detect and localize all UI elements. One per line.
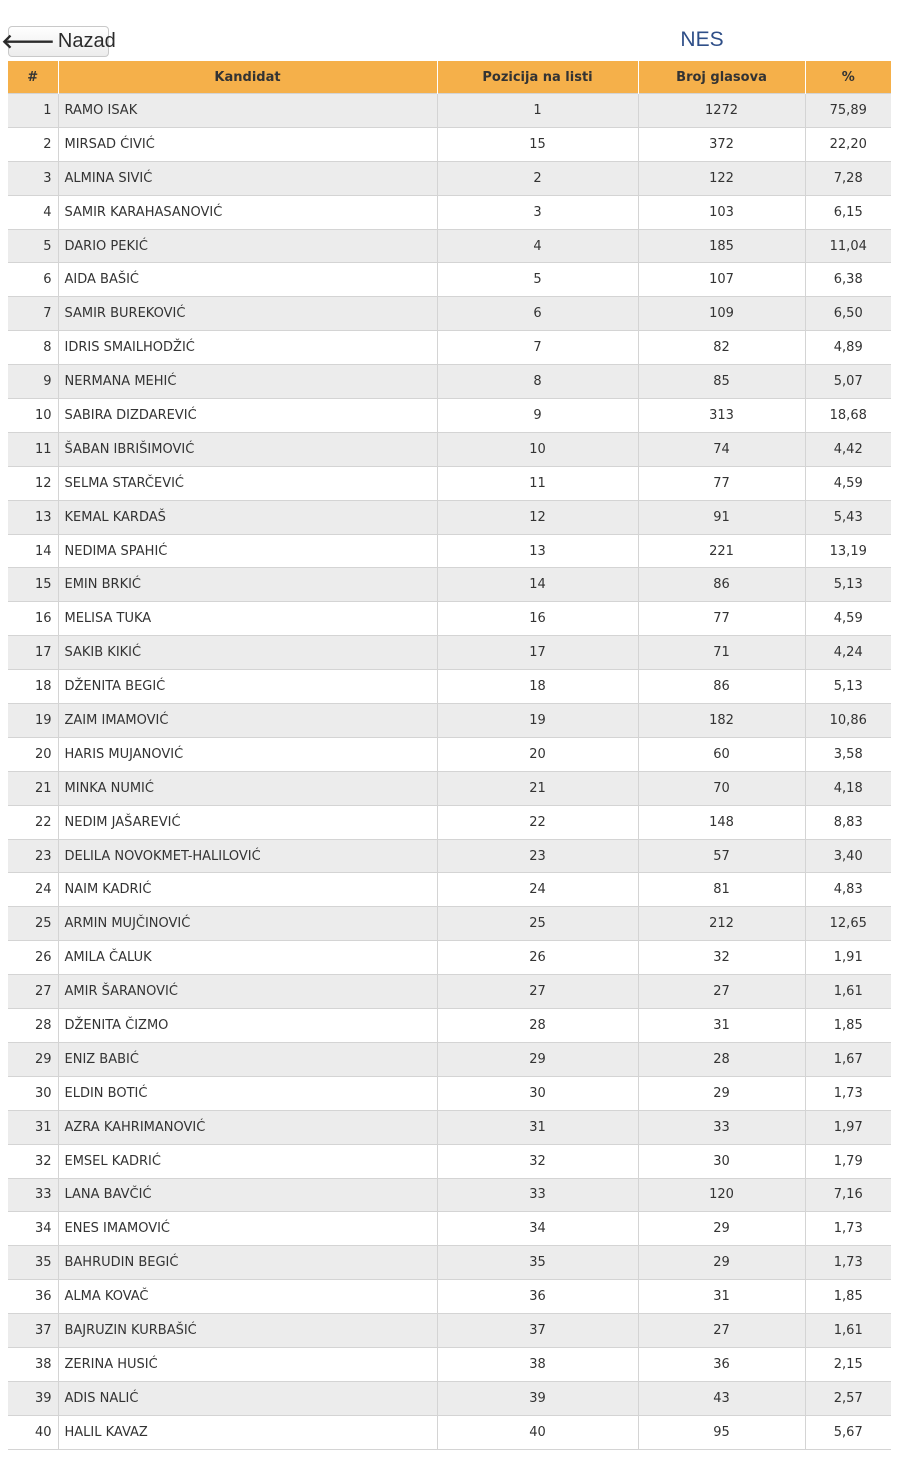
- table-row: [8, 1381, 891, 1415]
- cell-votes: 86: [638, 670, 805, 704]
- cell-candidate-name: ADIS NALIĆ: [58, 1381, 437, 1415]
- cell-candidate-name: DELILA NOVOKMET-HALILOVIĆ: [58, 839, 437, 873]
- cell-list-position: 27: [437, 975, 638, 1009]
- cell-percent: 1,73: [805, 1246, 891, 1280]
- cell-percent: 10,86: [805, 704, 891, 738]
- cell-percent: 13,19: [805, 534, 891, 568]
- cell-percent: 8,83: [805, 805, 891, 839]
- cell-list-position: 30: [437, 1076, 638, 1110]
- cell-votes: 29: [638, 1076, 805, 1110]
- cell-candidate-name: KEMAL KARDAŠ: [58, 500, 437, 534]
- table-row: [8, 1009, 891, 1043]
- cell-percent: 1,67: [805, 1042, 891, 1076]
- cell-candidate-name: LANA BAVČIĆ: [58, 1178, 437, 1212]
- cell-candidate-name: SELMA STARČEVIĆ: [58, 466, 437, 500]
- cell-candidate-name: RAMO ISAK: [58, 94, 437, 128]
- cell-percent: 1,85: [805, 1280, 891, 1314]
- cell-votes: 27: [638, 975, 805, 1009]
- cell-percent: 22,20: [805, 127, 891, 161]
- cell-candidate-name: DŽENITA ČIZMO: [58, 1009, 437, 1043]
- cell-candidate-name: MELISA TUKA: [58, 602, 437, 636]
- cell-votes: 77: [638, 466, 805, 500]
- cell-list-position: 21: [437, 771, 638, 805]
- table-row: [8, 195, 891, 229]
- cell-rank: 22: [8, 805, 58, 839]
- cell-percent: 2,57: [805, 1381, 891, 1415]
- cell-rank: 19: [8, 704, 58, 738]
- cell-rank: 13: [8, 500, 58, 534]
- cell-votes: 30: [638, 1144, 805, 1178]
- cell-votes: 212: [638, 907, 805, 941]
- cell-list-position: 11: [437, 466, 638, 500]
- cell-candidate-name: MIRSAD ĆIVIĆ: [58, 127, 437, 161]
- cell-list-position: 6: [437, 297, 638, 331]
- cell-candidate-name: ZERINA HUSIĆ: [58, 1347, 437, 1381]
- cell-list-position: 25: [437, 907, 638, 941]
- cell-percent: 4,24: [805, 636, 891, 670]
- table-row: [8, 263, 891, 297]
- cell-votes: 182: [638, 704, 805, 738]
- cell-list-position: 16: [437, 602, 638, 636]
- cell-list-position: 35: [437, 1246, 638, 1280]
- cell-list-position: 5: [437, 263, 638, 297]
- cell-votes: 71: [638, 636, 805, 670]
- cell-list-position: 13: [437, 534, 638, 568]
- cell-rank: 35: [8, 1246, 58, 1280]
- cell-votes: 81: [638, 873, 805, 907]
- table-row: [8, 365, 891, 399]
- table-row: [8, 602, 891, 636]
- cell-candidate-name: ŠABAN IBRIŠIMOVIĆ: [58, 432, 437, 466]
- cell-rank: 12: [8, 466, 58, 500]
- table-row: [8, 1144, 891, 1178]
- table-row: [8, 297, 891, 331]
- column-header-percent[interactable]: %: [805, 61, 891, 94]
- cell-candidate-name: BAHRUDIN BEGIĆ: [58, 1246, 437, 1280]
- table-row: [8, 1110, 891, 1144]
- cell-votes: 60: [638, 737, 805, 771]
- cell-list-position: 37: [437, 1314, 638, 1348]
- cell-rank: 34: [8, 1212, 58, 1246]
- cell-candidate-name: IDRIS SMAILHODŽIĆ: [58, 331, 437, 365]
- cell-votes: 185: [638, 229, 805, 263]
- cell-rank: 29: [8, 1042, 58, 1076]
- cell-percent: 5,13: [805, 568, 891, 602]
- cell-percent: 4,89: [805, 331, 891, 365]
- cell-votes: 85: [638, 365, 805, 399]
- table-row: [8, 1347, 891, 1381]
- cell-candidate-name: ENES IMAMOVIĆ: [58, 1212, 437, 1246]
- cell-votes: 29: [638, 1246, 805, 1280]
- cell-candidate-name: DARIO PEKIĆ: [58, 229, 437, 263]
- arrow-left-icon: 🡐: [1, 31, 55, 53]
- table-row: [8, 1076, 891, 1110]
- cell-rank: 2: [8, 127, 58, 161]
- cell-list-position: 12: [437, 500, 638, 534]
- cell-votes: 70: [638, 771, 805, 805]
- table-row: [8, 127, 891, 161]
- cell-list-position: 32: [437, 1144, 638, 1178]
- cell-candidate-name: NEDIM JAŠAREVIĆ: [58, 805, 437, 839]
- header-row: [8, 61, 891, 94]
- cell-rank: 6: [8, 263, 58, 297]
- cell-rank: 40: [8, 1415, 58, 1449]
- cell-percent: 3,40: [805, 839, 891, 873]
- table-row: [8, 331, 891, 365]
- table-row: [8, 1212, 891, 1246]
- cell-candidate-name: SAKIB KIKIĆ: [58, 636, 437, 670]
- table-row: [8, 534, 891, 568]
- cell-votes: 28: [638, 1042, 805, 1076]
- cell-candidate-name: HALIL KAVAZ: [58, 1415, 437, 1449]
- cell-percent: 4,59: [805, 602, 891, 636]
- cell-rank: 16: [8, 602, 58, 636]
- cell-votes: 33: [638, 1110, 805, 1144]
- cell-list-position: 18: [437, 670, 638, 704]
- cell-rank: 31: [8, 1110, 58, 1144]
- table-row: [8, 670, 891, 704]
- cell-votes: 103: [638, 195, 805, 229]
- cell-percent: 3,58: [805, 737, 891, 771]
- cell-rank: 25: [8, 907, 58, 941]
- cell-percent: 1,61: [805, 975, 891, 1009]
- cell-rank: 36: [8, 1280, 58, 1314]
- cell-list-position: 8: [437, 365, 638, 399]
- cell-list-position: 17: [437, 636, 638, 670]
- cell-rank: 21: [8, 771, 58, 805]
- cell-list-position: 23: [437, 839, 638, 873]
- table-row: [8, 771, 891, 805]
- cell-list-position: 38: [437, 1347, 638, 1381]
- cell-candidate-name: MINKA NUMIĆ: [58, 771, 437, 805]
- candidates-table: [8, 61, 891, 1450]
- cell-candidate-name: HARIS MUJANOVIĆ: [58, 737, 437, 771]
- table-row: [8, 399, 891, 433]
- cell-percent: 6,38: [805, 263, 891, 297]
- cell-list-position: 26: [437, 941, 638, 975]
- cell-votes: 31: [638, 1009, 805, 1043]
- table-row: [8, 94, 891, 128]
- cell-percent: 1,91: [805, 941, 891, 975]
- cell-rank: 37: [8, 1314, 58, 1348]
- cell-candidate-name: SAMIR BUREKOVIĆ: [58, 297, 437, 331]
- table-header: [8, 61, 891, 94]
- cell-list-position: 39: [437, 1381, 638, 1415]
- cell-candidate-name: AMILA ČALUK: [58, 941, 437, 975]
- table-row: [8, 907, 891, 941]
- cell-percent: 4,18: [805, 771, 891, 805]
- cell-percent: 11,04: [805, 229, 891, 263]
- cell-candidate-name: ENIZ BABIĆ: [58, 1042, 437, 1076]
- cell-candidate-name: EMSEL KADRIĆ: [58, 1144, 437, 1178]
- cell-votes: 82: [638, 331, 805, 365]
- cell-list-position: 31: [437, 1110, 638, 1144]
- cell-list-position: 10: [437, 432, 638, 466]
- cell-votes: 109: [638, 297, 805, 331]
- cell-percent: 5,13: [805, 670, 891, 704]
- cell-votes: 86: [638, 568, 805, 602]
- cell-votes: 313: [638, 399, 805, 433]
- party-title: NES: [680, 28, 724, 51]
- cell-rank: 24: [8, 873, 58, 907]
- table-row: [8, 1314, 891, 1348]
- cell-rank: 17: [8, 636, 58, 670]
- cell-votes: 31: [638, 1280, 805, 1314]
- cell-votes: 107: [638, 263, 805, 297]
- cell-rank: 5: [8, 229, 58, 263]
- cell-candidate-name: DŽENITA BEGIĆ: [58, 670, 437, 704]
- column-header-votes[interactable]: Broj glasova: [638, 61, 805, 94]
- cell-candidate-name: EMIN BRKIĆ: [58, 568, 437, 602]
- table-row: [8, 1178, 891, 1212]
- cell-percent: 5,67: [805, 1415, 891, 1449]
- cell-rank: 28: [8, 1009, 58, 1043]
- cell-rank: 4: [8, 195, 58, 229]
- cell-candidate-name: NEDIMA SPAHIĆ: [58, 534, 437, 568]
- cell-votes: 36: [638, 1347, 805, 1381]
- table-row: [8, 1415, 891, 1449]
- cell-votes: 221: [638, 534, 805, 568]
- cell-percent: 5,07: [805, 365, 891, 399]
- cell-list-position: 9: [437, 399, 638, 433]
- cell-list-position: 4: [437, 229, 638, 263]
- cell-rank: 9: [8, 365, 58, 399]
- cell-percent: 18,68: [805, 399, 891, 433]
- cell-percent: 1,61: [805, 1314, 891, 1348]
- cell-votes: 77: [638, 602, 805, 636]
- table-row: [8, 500, 891, 534]
- cell-rank: 30: [8, 1076, 58, 1110]
- cell-rank: 32: [8, 1144, 58, 1178]
- cell-list-position: 36: [437, 1280, 638, 1314]
- table-row: [8, 737, 891, 771]
- cell-votes: 27: [638, 1314, 805, 1348]
- table-row: [8, 161, 891, 195]
- cell-percent: 1,73: [805, 1076, 891, 1110]
- cell-votes: 57: [638, 839, 805, 873]
- cell-candidate-name: ZAIM IMAMOVIĆ: [58, 704, 437, 738]
- table-row: [8, 432, 891, 466]
- cell-candidate-name: ARMIN MUJČINOVIĆ: [58, 907, 437, 941]
- cell-percent: 4,83: [805, 873, 891, 907]
- cell-votes: 122: [638, 161, 805, 195]
- table-row: [8, 636, 891, 670]
- cell-votes: 91: [638, 500, 805, 534]
- cell-votes: 43: [638, 1381, 805, 1415]
- cell-list-position: 15: [437, 127, 638, 161]
- table-row: [8, 805, 891, 839]
- cell-percent: 6,50: [805, 297, 891, 331]
- cell-percent: 7,28: [805, 161, 891, 195]
- cell-candidate-name: NAIM KADRIĆ: [58, 873, 437, 907]
- top-bar: [0, 0, 900, 60]
- cell-rank: 14: [8, 534, 58, 568]
- cell-percent: 2,15: [805, 1347, 891, 1381]
- cell-votes: 74: [638, 432, 805, 466]
- cell-list-position: 2: [437, 161, 638, 195]
- cell-votes: 120: [638, 1178, 805, 1212]
- cell-rank: 26: [8, 941, 58, 975]
- cell-votes: 148: [638, 805, 805, 839]
- cell-candidate-name: AIDA BAŠIĆ: [58, 263, 437, 297]
- cell-candidate-name: ALMINA SIVIĆ: [58, 161, 437, 195]
- cell-votes: 372: [638, 127, 805, 161]
- back-button-label: Nazad: [57, 30, 116, 52]
- table-row: [8, 941, 891, 975]
- cell-votes: 95: [638, 1415, 805, 1449]
- back-button[interactable]: [1, 26, 116, 57]
- column-header-rank[interactable]: #: [8, 61, 58, 94]
- cell-candidate-name: ALMA KOVAČ: [58, 1280, 437, 1314]
- table-row: [8, 975, 891, 1009]
- cell-percent: 4,59: [805, 466, 891, 500]
- table-row: [8, 839, 891, 873]
- column-header-list-position[interactable]: Pozicija na listi: [437, 61, 638, 94]
- cell-percent: 7,16: [805, 1178, 891, 1212]
- cell-rank: 10: [8, 399, 58, 433]
- cell-rank: 20: [8, 737, 58, 771]
- cell-candidate-name: ELDIN BOTIĆ: [58, 1076, 437, 1110]
- cell-list-position: 14: [437, 568, 638, 602]
- cell-rank: 15: [8, 568, 58, 602]
- cell-candidate-name: BAJRUZIN KURBAŠIĆ: [58, 1314, 437, 1348]
- table-row: [8, 1042, 891, 1076]
- cell-list-position: 7: [437, 331, 638, 365]
- cell-rank: 39: [8, 1381, 58, 1415]
- cell-rank: 3: [8, 161, 58, 195]
- cell-votes: 1272: [638, 94, 805, 128]
- table-row: [8, 1280, 891, 1314]
- cell-list-position: 19: [437, 704, 638, 738]
- cell-candidate-name: AMIR ŠARANOVIĆ: [58, 975, 437, 1009]
- cell-list-position: 3: [437, 195, 638, 229]
- cell-votes: 29: [638, 1212, 805, 1246]
- cell-rank: 7: [8, 297, 58, 331]
- cell-rank: 1: [8, 94, 58, 128]
- cell-rank: 11: [8, 432, 58, 466]
- cell-percent: 1,85: [805, 1009, 891, 1043]
- cell-percent: 4,42: [805, 432, 891, 466]
- cell-rank: 27: [8, 975, 58, 1009]
- cell-list-position: 28: [437, 1009, 638, 1043]
- cell-candidate-name: AZRA KAHRIMANOVIĆ: [58, 1110, 437, 1144]
- cell-rank: 18: [8, 670, 58, 704]
- cell-candidate-name: NERMANA MEHIĆ: [58, 365, 437, 399]
- cell-list-position: 1: [437, 94, 638, 128]
- cell-rank: 23: [8, 839, 58, 873]
- cell-list-position: 40: [437, 1415, 638, 1449]
- cell-rank: 8: [8, 331, 58, 365]
- cell-percent: 1,73: [805, 1212, 891, 1246]
- cell-list-position: 20: [437, 737, 638, 771]
- cell-list-position: 22: [437, 805, 638, 839]
- cell-list-position: 33: [437, 1178, 638, 1212]
- cell-list-position: 24: [437, 873, 638, 907]
- cell-candidate-name: SAMIR KARAHASANOVIĆ: [58, 195, 437, 229]
- cell-percent: 1,97: [805, 1110, 891, 1144]
- table-row: [8, 568, 891, 602]
- cell-percent: 12,65: [805, 907, 891, 941]
- cell-percent: 6,15: [805, 195, 891, 229]
- cell-percent: 5,43: [805, 500, 891, 534]
- cell-rank: 33: [8, 1178, 58, 1212]
- cell-list-position: 34: [437, 1212, 638, 1246]
- table-row: [8, 704, 891, 738]
- table-row: [8, 466, 891, 500]
- table-row: [8, 1246, 891, 1280]
- table-body: [8, 94, 891, 1450]
- cell-candidate-name: SABIRA DIZDAREVIĆ: [58, 399, 437, 433]
- cell-percent: 75,89: [805, 94, 891, 128]
- cell-percent: 1,79: [805, 1144, 891, 1178]
- column-header-candidate[interactable]: Kandidat: [58, 61, 437, 94]
- cell-rank: 38: [8, 1347, 58, 1381]
- table-row: [8, 873, 891, 907]
- cell-votes: 32: [638, 941, 805, 975]
- table-row: [8, 229, 891, 263]
- cell-list-position: 29: [437, 1042, 638, 1076]
